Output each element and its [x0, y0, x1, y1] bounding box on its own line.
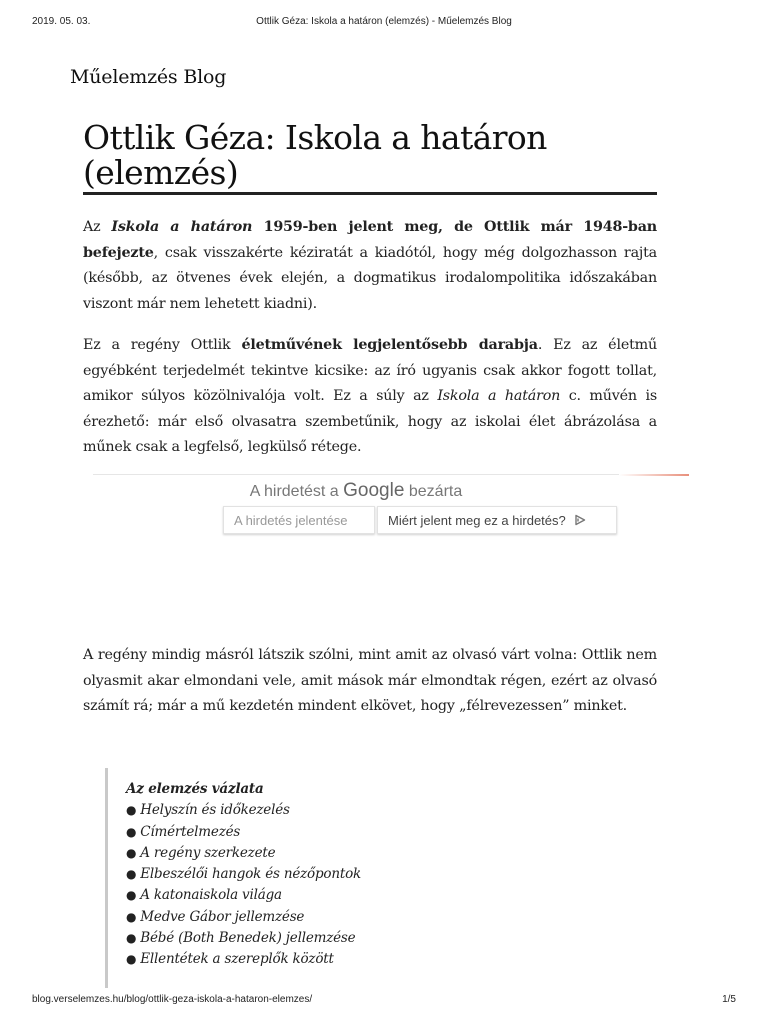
print-date: 2019. 05. 03.: [32, 16, 91, 27]
p2-bold-text: életművének legjelentősebb darabja: [241, 337, 538, 353]
print-header: [32, 16, 736, 30]
outline-item-label: Helyszín és időkezelés: [140, 802, 290, 819]
ad-corner-accent: [619, 474, 689, 476]
p2-work-title: Iskola a határon: [437, 388, 561, 405]
p2-text-a: Ez a regény Ottlik: [83, 337, 242, 353]
outline-title: Az elemzés vázlata: [126, 781, 264, 797]
p2-text-b: . Ez az életmű egyébként terjedelmét tekintve kicsike: az író ugyanis csak akkor fogott tollat, amikor súlyos közölnivalója volt. Ez a súly az: [83, 337, 657, 405]
p1-text-b: , csak visszakérte kéziratát a kiadótól, hogy még dolgozhasson rajta (később, az ötvenes évek elején, a dogmatikus irodalompolitika időszakában viszont már nem lehetett kiadni).: [83, 244, 657, 312]
ad-closed-message: [93, 480, 619, 502]
outline-item-military-school[interactable]: [126, 885, 526, 906]
print-footer: [32, 994, 736, 1008]
bullet-icon: ●: [126, 867, 137, 882]
outline-item-label: A katonaiskola világa: [140, 887, 282, 904]
outline-item-label: Ellentétek a szereplők között: [140, 951, 334, 968]
outline-item-label: Elbeszélői hangok és nézőpontok: [140, 866, 361, 883]
outline-item-label: Címértelmezés: [140, 823, 241, 840]
p1-bold-text: 1959-ben jelent meg, de Ottlik már 1948-ban befejezte: [83, 219, 657, 261]
p1-work-title: Iskola a határon: [111, 219, 253, 235]
outline-item-title-interpretation[interactable]: [126, 822, 526, 843]
title-divider: [83, 192, 657, 195]
report-ad-label: A hirdetés jelentése: [234, 513, 348, 528]
bullet-icon: ●: [126, 931, 137, 946]
closed-ad-frame: [93, 474, 689, 625]
outline-item-label: Medve Gábor jellemzése: [140, 908, 305, 925]
outline-item-narrative-voices[interactable]: [126, 864, 526, 885]
outline-item-bebe[interactable]: [126, 928, 526, 949]
bullet-icon: ●: [126, 845, 137, 860]
bullet-icon: ●: [126, 888, 137, 903]
outline-item-medve-gabor[interactable]: [126, 907, 526, 928]
outline-item-structure[interactable]: [126, 843, 526, 864]
bullet-icon: ●: [126, 952, 137, 967]
outline-item-contrasts[interactable]: [126, 949, 526, 970]
ad-closed-suffix: bezárta: [404, 483, 463, 500]
bullet-icon: ●: [126, 909, 137, 924]
paragraph-lifework: [83, 333, 657, 461]
bullet-icon: ●: [126, 824, 137, 839]
print-url: blog.verselemzes.hu/blog/ottlik-geza-iskola-a-hataron-elemzes/: [32, 994, 313, 1005]
why-this-ad-button[interactable]: [377, 506, 617, 534]
print-page-title: Ottlik Géza: Iskola a határon (elemzés) - Műelemzés Blog: [256, 16, 512, 27]
p1-text-a: Az: [83, 219, 112, 235]
paragraph-intro: [83, 215, 657, 317]
print-page-number: 1/5: [722, 994, 736, 1005]
why-this-ad-label: Miért jelent meg ez a hirdetés?: [388, 513, 566, 528]
blockquote-bar: [105, 768, 108, 988]
google-logo-text: Google: [343, 480, 405, 501]
outline-item-label: Bébé (Both Benedek) jellemzése: [140, 930, 356, 947]
outline-box: [126, 779, 526, 971]
post-title: Ottlik Géza: Iskola a határon (elemzés): [83, 118, 547, 192]
outline-item-location-time[interactable]: [126, 800, 526, 821]
p2-text-c: c. művén is érezhető: már első olvasatra szembetűnik, hogy az iskolai élet ábrázolása a műnek csak a legfelső, legkülső rétege.: [83, 388, 657, 456]
ad-closed-prefix: A hirdetést a: [249, 483, 344, 500]
bullet-icon: ●: [126, 803, 137, 818]
outline-item-label: A regény szerkezete: [140, 844, 276, 861]
paragraph-misleading: A regény mindig másról látszik szólni, mint amit az olvasó várt volna: Ottlik nem olyasmit akar elmondani vele, amit mások már elmondtak régen, ezért az olvasó számít rá; már a mű kezdetén mindent elkövet, hogy „félrevezessen” minket.: [83, 647, 657, 715]
blog-name-link[interactable]: Műelemzés Blog: [70, 66, 227, 88]
adchoices-icon: [574, 514, 586, 526]
report-ad-button[interactable]: [223, 506, 375, 534]
